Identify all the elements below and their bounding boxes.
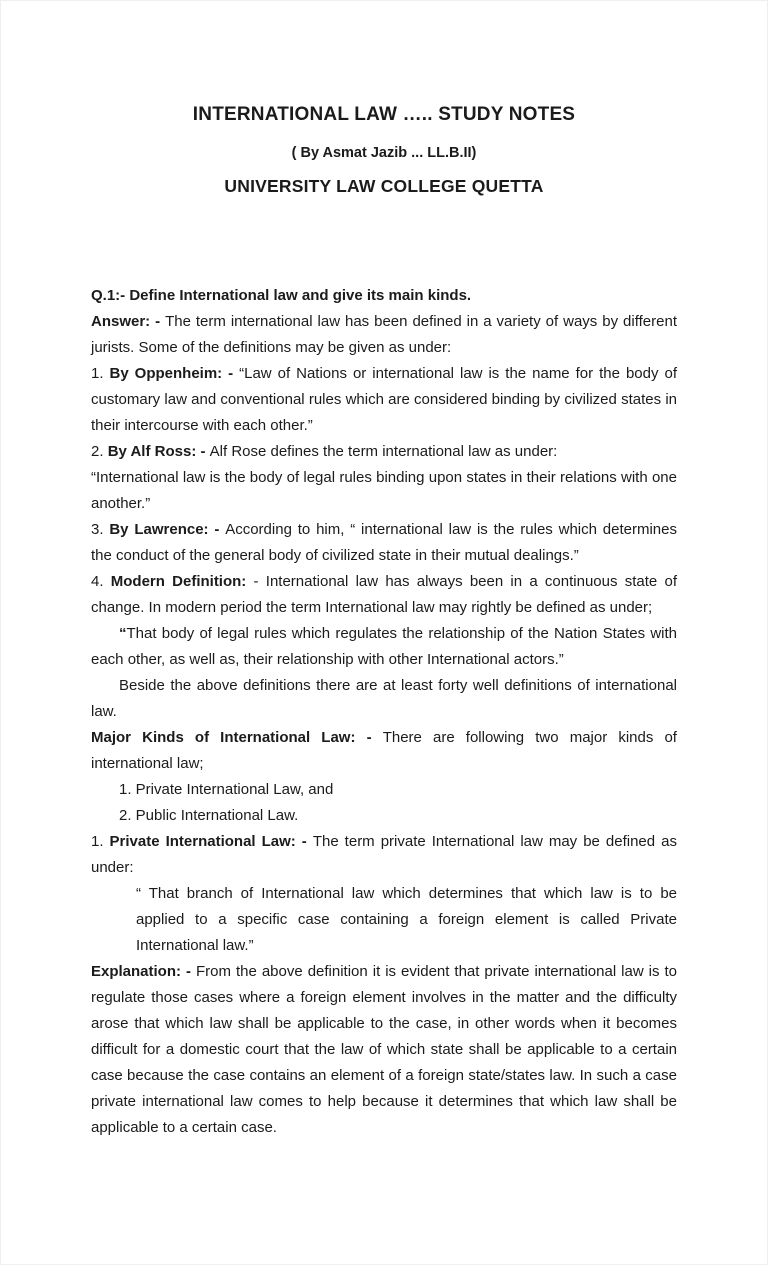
paragraph-lead-bold: By Alf Ross: - (107, 443, 210, 460)
paragraph-text: Alf Rose defines the term international law as under: (209, 443, 558, 460)
document-header (91, 103, 677, 197)
paragraph-text: 4. (91, 573, 111, 590)
paragraph-text: 1. (91, 833, 110, 850)
paragraph (91, 725, 677, 777)
paragraph (91, 283, 677, 309)
document-title: INTERNATIONAL LAW ….. STUDY NOTES (192, 104, 576, 125)
paragraph (91, 621, 677, 673)
paragraph (91, 361, 677, 439)
paragraph-lead-bold: Answer: - (91, 313, 166, 330)
paragraph-lead-bold: By Oppenheim: - (109, 365, 240, 382)
paragraph (119, 803, 677, 829)
paragraph-text: There are following two major kinds of international law; (91, 729, 677, 772)
paragraph-text: 2. (91, 443, 108, 460)
paragraph (91, 465, 677, 517)
paragraph-text: That body of legal rules which regulates the relationship of the Nation States with each other, as well as, their relationship with other International actors.” (91, 625, 677, 668)
paragraph-text: Beside the above definitions there are at least forty well definitions of international law. (91, 677, 677, 720)
paragraph-text: 3. (91, 521, 110, 538)
paragraph-text: “International law is the body of legal rules binding upon states in their relations with one another.” (91, 469, 677, 512)
paragraph-lead-bold: Major Kinds of International Law: - (91, 729, 383, 746)
paragraph (91, 309, 677, 361)
paragraph-text: According to him, “ international law is the rules which determines the conduct of the general body of civilized state in their mutual dealings.” (91, 521, 677, 564)
paragraph-lead-bold: Modern Definition: (110, 573, 254, 590)
paragraph-lead-bold: Q.1:- Define International law and give its main kinds. (91, 287, 472, 304)
paragraph (91, 829, 677, 881)
paragraph-text: The term international law has been defined in a variety of ways by different jurists. Some of the definitions may be given as under: (91, 313, 677, 356)
paragraph-text: 2. Public International Law. (119, 807, 299, 824)
paragraph-text: 1. Private International Law, and (119, 781, 334, 798)
paragraph-text: 1. (91, 365, 110, 382)
paragraph-text: The term private International law may be defined as under: (91, 833, 677, 876)
paragraph (91, 569, 677, 621)
paragraph-text: - International law has always been in a continuous state of change. In modern period the term International law may rightly be defined as under; (91, 573, 677, 616)
document-institution: UNIVERSITY LAW COLLEGE QUETTA (224, 176, 544, 196)
paragraph-text: “Law of Nations or international law is the name for the body of customary law and conventional rules which are considered binding by civilized states in their intercourse with each other.” (91, 365, 677, 434)
paragraph (91, 517, 677, 569)
paragraph (91, 439, 677, 465)
paragraph (91, 673, 677, 725)
paragraph (136, 881, 677, 959)
paragraph-lead-bold: “ (119, 625, 127, 642)
paragraph-text: “ That branch of International law which determines that which law is to be applied to a specific case containing a foreign element is called Private International law.” (136, 885, 677, 954)
paragraph-text: From the above definition it is evident that private international law is to regulate those cases where a foreign element involves in the matter and the difficulty arose that which law shall be applicable to the case, in other words when it becomes difficult for a domestic court that the law of which state shall be applicable to a certain case because the case contains an element of a foreign state/states law. In such a case private international law comes to help because it determines that which law shall be applicable to a certain case. (91, 963, 677, 1136)
paragraph (119, 777, 677, 803)
document-body (91, 283, 677, 1141)
paragraph-lead-bold: Explanation: - (91, 963, 196, 980)
paragraph (91, 959, 677, 1141)
document-byline: ( By Asmat Jazib ... LL.B.II) (291, 145, 477, 161)
paragraph-lead-bold: Private International Law: - (109, 833, 313, 850)
paragraph-lead-bold: By Lawrence: - (109, 521, 226, 538)
